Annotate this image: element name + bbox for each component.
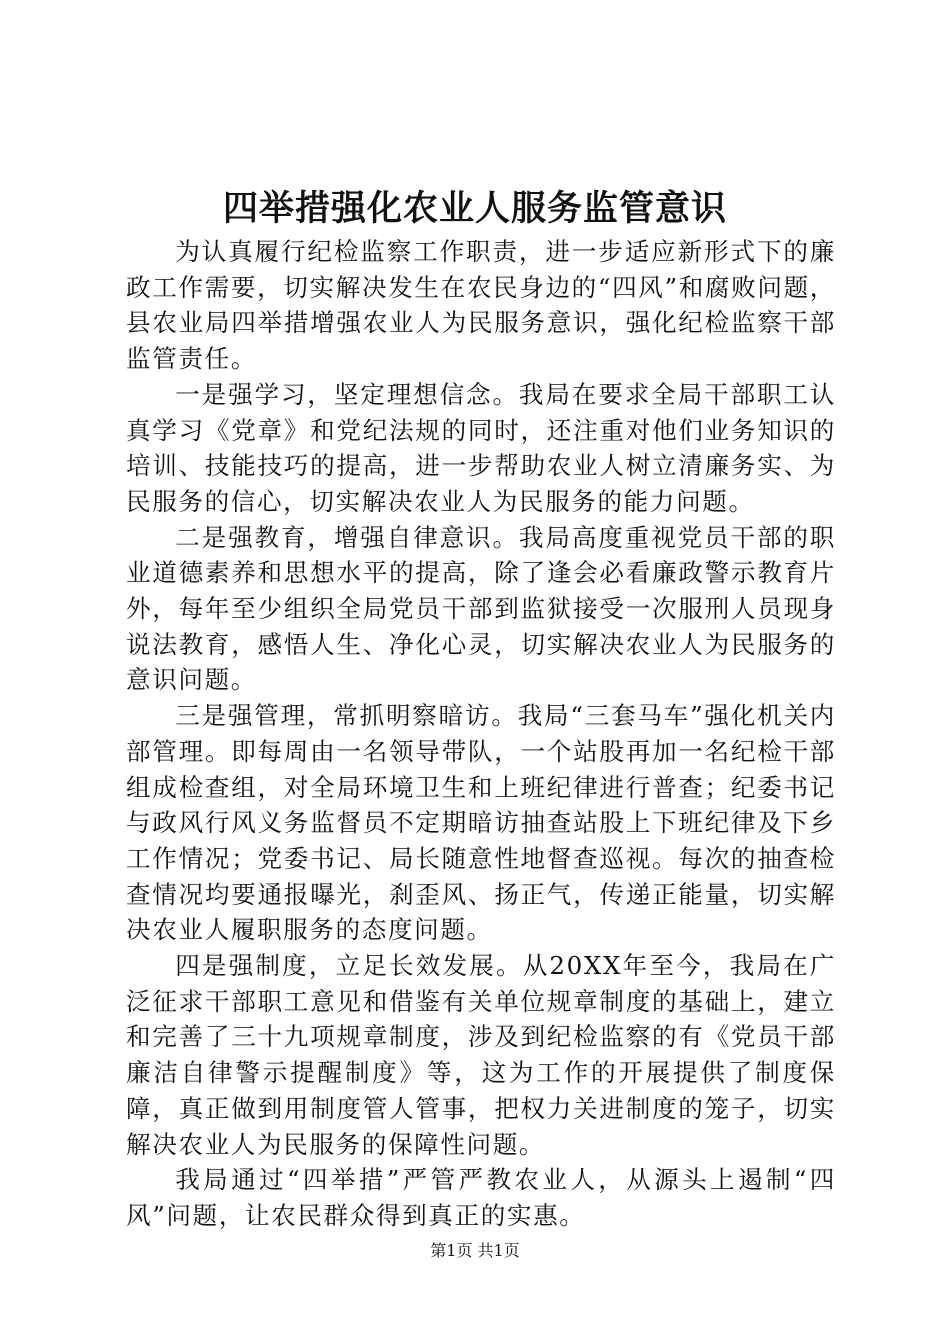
paragraph-conclusion: 我局通过“四举措”严管严教农业人，从源头上遏制“四风”问题，让农民群众得到真正的实惠。	[126, 1165, 836, 1230]
document-body	[126, 234, 836, 1234]
paragraph-education: 二是强教育，增强自律意识。我局高度重视党员干部的职业道德素养和思想水平的提高，除了逢会必看廉政警示教育片外，每年至少组织全局党员干部到监狱接受一次服刑人员现身说法教育，感悟人生、净化心灵，切实解决农业人为民服务的意识问题。	[126, 522, 836, 695]
page-footer: 第1页 共1页	[430, 1241, 520, 1260]
paragraph-system: 四是强制度，立足长效发展。从20XX年至今，我局在广泛征求干部职工意见和借鉴有关单位规章制度的基础上，建立和完善了三十九项规章制度，涉及到纪检监察的有《党员干部廉洁自律警示提醒制度》等，这为工作的开展提供了制度保障，真正做到用制度管人管事，把权力关进制度的笼子，切实解决农业人为民服务的保障性问题。	[126, 951, 836, 1159]
paragraph-intro: 为认真履行纪检监察工作职责，进一步适应新形式下的廉政工作需要，切实解决发生在农民身边的“四风”和腐败问题，县农业局四举措增强农业人为民服务意识，强化纪检监察干部监管责任。	[126, 237, 836, 374]
paragraph-study: 一是强学习，坚定理想信念。我局在要求全局干部职工认真学习《党章》和党纪法规的同时，还注重对他们业务知识的培训、技能技巧的提高，进一步帮助农业人树立清廉务实、为民服务的信心，切实解决农业人为民服务的能力问题。	[126, 379, 836, 516]
document-title: 四举措强化农业人服务监管意识	[222, 188, 727, 229]
paragraph-management: 三是强管理，常抓明察暗访。我局“三套马车”强化机关内部管理。即每周由一名领导带队，一个站股再加一名纪检干部组成检查组，对全局环境卫生和上班纪律进行普查；纪委书记与政风行风义务监督员不定期暗访抽查站股上下班纪律及下乡工作情况；党委书记、局长随意性地督查巡视。每次的抽查检查情况均要通报曝光，刹歪风、扬正气，传递正能量，切实解决农业人履职服务的态度问题。	[126, 701, 836, 945]
